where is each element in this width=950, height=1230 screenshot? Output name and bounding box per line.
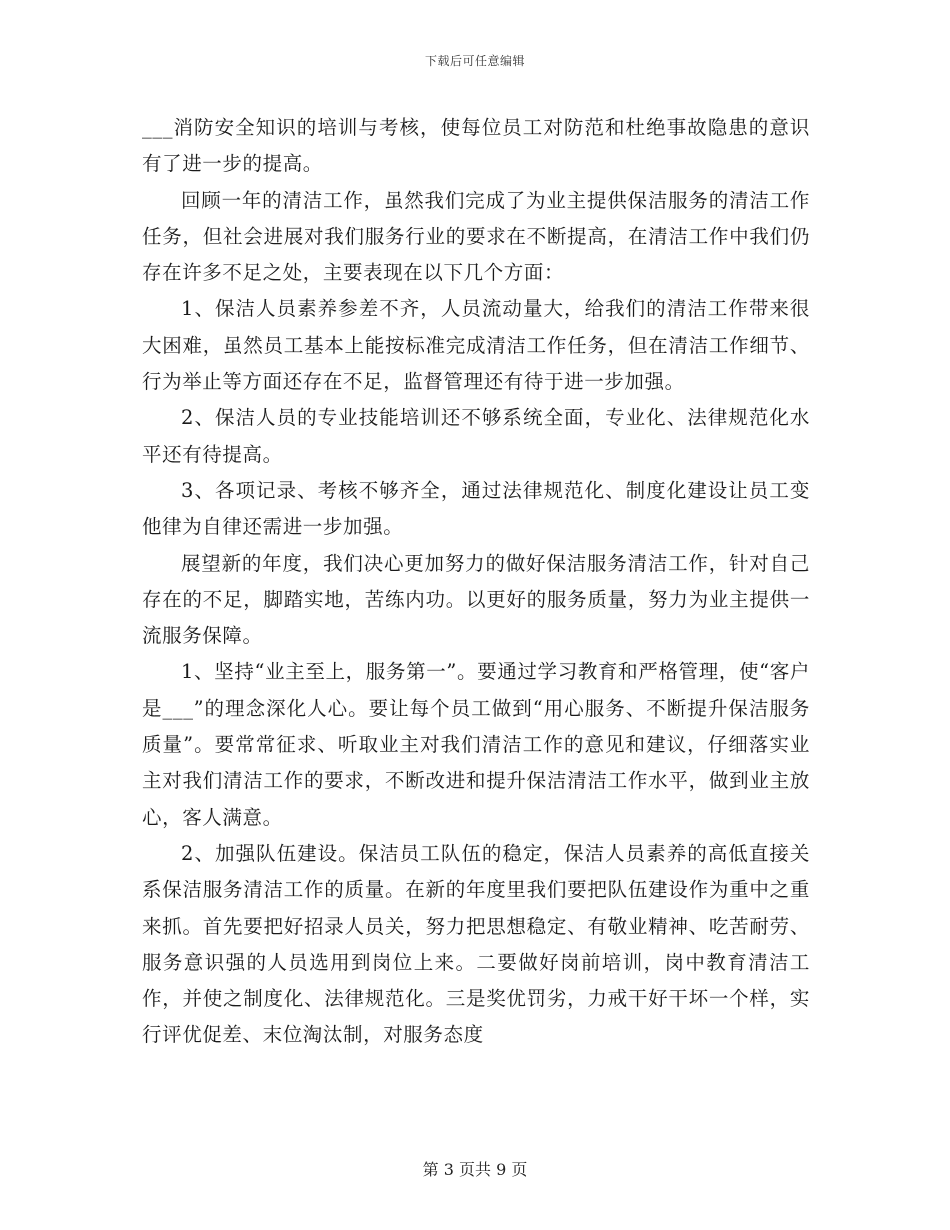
paragraph: 2、保洁人员的专业技能培训还不够系统全面，专业化、法律规范化水平还有待提高。: [142, 406, 810, 466]
page-header: 下载后可任意编辑: [424, 54, 525, 68]
paragraph: 1、保洁人员素养参差不齐，人员流动量大，给我们的清洁工作带来很大困难，虽然员工基本上能按标准完成清洁工作任务，但在清洁工作细节、行为举止等方面还存在不足，监督管理还有待于进一步加强。: [142, 297, 810, 394]
paragraph: 1、坚持“业主至上，服务第一”。要通过学习教育和严格管理，使“客户是___”的理念深化人心。要让每个员工做到“用心服务、不断提升保洁服务质量”。要常常征求、听取业主对我们清洁工作的意见和建议，仔细落实业主对我们清洁工作的要求，不断改进和提升保洁清洁工作水平，做到业主放心，客人满意。: [142, 660, 810, 829]
paragraph: 展望新的年度，我们决心更加努力的做好保洁服务清洁工作，针对自己存在的不足，脚踏实地，苦练内功。以更好的服务质量，努力为业主提供一流服务保障。: [142, 551, 810, 648]
paragraph: 2、加强队伍建设。保洁员工队伍的稳定，保洁人员素养的高低直接关系保洁服务清洁工作的质量。在新的年度里我们要把队伍建设作为重中之重来抓。首先要把好招录人员关，努力把思想稳定、有敬业精神、吃苦耐劳、服务意识强的人员选用到岗位上来。二要做好岗前培训，岗中教育清洁工作，并使之制度化、法律规范化。三是奖优罚劣，力戒干好干坏一个样，实行评优促差、末位淘汰制，对服务态度: [142, 841, 810, 1047]
paragraph: 3、各项记录、考核不够齐全，通过法律规范化、制度化建设让员工变他律为自律还需进一步加强。: [142, 478, 810, 539]
paragraph: 回顾一年的清洁工作，虽然我们完成了为业主提供保洁服务的清洁工作任务，但社会进展对我们服务行业的要求在不断提高，在清洁工作中我们仍存在许多不足之处，主要表现在以下几个方面：: [142, 188, 810, 285]
document-body: [142, 110, 810, 1054]
paragraph: ___消防安全知识的培训与考核，使每位员工对防范和杜绝事故隐患的意识有了进一步的提高。: [142, 116, 810, 176]
page-footer: 第 3 页共 9 页: [422, 1160, 528, 1179]
